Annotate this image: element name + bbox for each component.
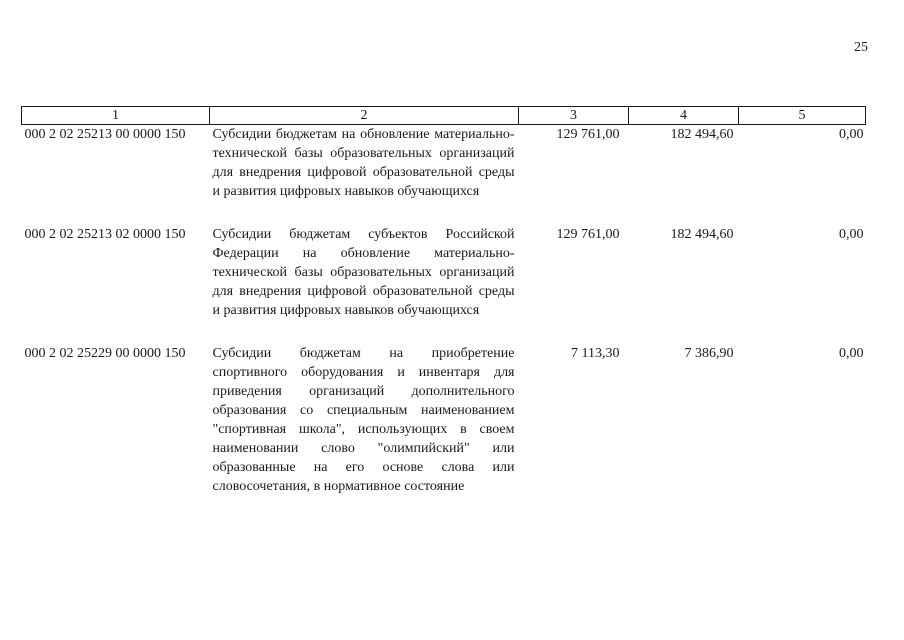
table-row [22, 125, 866, 226]
budget-item-name: Субсидии бюджетам на обновление материально-технической базы образовательных организаций для внедрения цифровой образовательной среды и развития цифровых навыков обучающихся [212, 127, 515, 199]
budget-code: 000 2 02 25213 02 0000 150 [24, 227, 186, 242]
amount-col-5: 0,00 [839, 346, 864, 361]
page-number: 25 [854, 40, 868, 55]
header-col-2: 2 [210, 107, 519, 125]
amount-col-3: 129 761,00 [556, 227, 620, 242]
amount-col-4: 182 494,60 [670, 127, 734, 142]
header-col-5: 5 [739, 107, 866, 125]
amount-col-4: 7 386,90 [684, 346, 734, 361]
budget-item-name: Субсидии бюджетам на приобретение спортивного оборудования и инвентаря для приведения организаций дополнительного образования со специальным наименованием "спортивная школа", использующих в своем наименовании слово "олимпийский" или образованные на его основе слова или словосочетания, в нормативное состояние [212, 346, 515, 494]
amount-col-5: 0,00 [839, 227, 864, 242]
amount-col-5: 0,00 [839, 127, 864, 142]
header-col-4: 4 [629, 107, 739, 125]
header-col-1: 1 [22, 107, 210, 125]
amount-col-3: 129 761,00 [556, 127, 620, 142]
budget-item-name: Субсидии бюджетам субъектов Российской Федерации на обновление материально-технической базы образовательных организаций для внедрения цифровой образовательной среды и развития цифровых навыков обучающихся [212, 227, 515, 318]
amount-col-4: 182 494,60 [670, 227, 734, 242]
budget-code: 000 2 02 25229 00 0000 150 [24, 346, 186, 361]
table-header-row [22, 107, 866, 125]
table-row [22, 344, 866, 520]
budget-code: 000 2 02 25213 00 0000 150 [24, 127, 186, 142]
amount-col-3: 7 113,30 [571, 346, 620, 361]
table-row [22, 225, 866, 344]
budget-table [21, 106, 866, 520]
header-col-3: 3 [519, 107, 629, 125]
